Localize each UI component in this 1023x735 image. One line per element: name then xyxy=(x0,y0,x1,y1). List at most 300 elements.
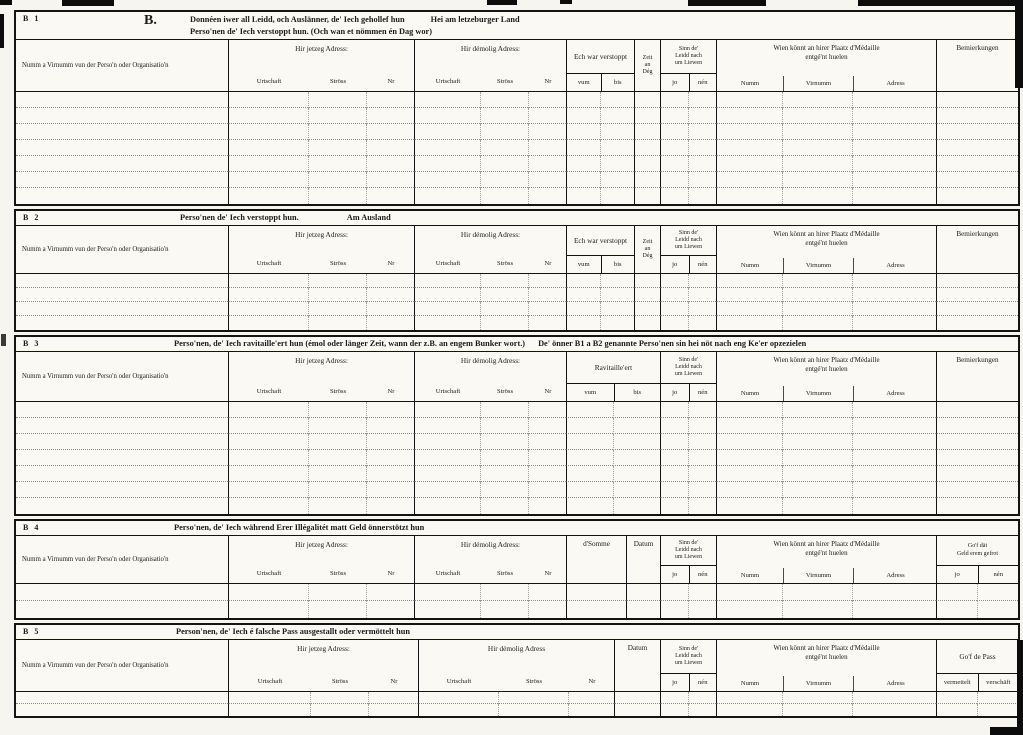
table-cell xyxy=(528,302,566,316)
table-cell xyxy=(368,692,418,704)
table-cell xyxy=(528,482,566,498)
col-header-current-address: Hir jetzeg Adress: Urtschaft Ströss Nr xyxy=(228,352,414,401)
table-cell xyxy=(660,434,688,450)
table-cell xyxy=(16,450,228,466)
table-cell xyxy=(660,140,688,156)
table-cell xyxy=(936,288,1018,302)
col-header-name: Numm a Virnumm vun der Perso'n oder Organisatio'n xyxy=(22,246,169,253)
scan-artifact xyxy=(990,727,1023,735)
table-cell xyxy=(782,402,852,418)
sub-label-nen: nén xyxy=(689,384,717,401)
group-label: Sinn de' Leidd nach um Liewen xyxy=(661,40,716,74)
table-cell xyxy=(782,482,852,498)
group-label: Wien könnt an hirer Plaatz d'Médaille entgé'nt huelen xyxy=(773,44,880,62)
table-cell xyxy=(660,302,688,316)
table-cell xyxy=(16,172,228,188)
table-cell xyxy=(414,274,480,288)
b1-column-headers xyxy=(16,40,1018,92)
table-cell xyxy=(16,434,228,450)
table-cell xyxy=(228,482,308,498)
section-b2-title-band xyxy=(16,211,1018,226)
title-line-1: Perso'nen, de' Iech ravitaille'ert hun (émol oder länger Zeit, wann der z.B. an engem Bunker wort.) xyxy=(174,339,526,348)
sub-label-virnumm: Virnumm xyxy=(783,258,853,273)
b4-column-headers xyxy=(16,536,1018,584)
table-cell xyxy=(782,188,852,204)
table-cell xyxy=(480,498,528,514)
table-cell xyxy=(366,156,414,172)
sub-label-bis: bis xyxy=(601,256,635,273)
table-cell xyxy=(936,140,1018,156)
sub-label-stross: Ströss xyxy=(329,569,347,577)
table-cell xyxy=(716,450,782,466)
table-cell xyxy=(634,172,660,188)
table-cell xyxy=(308,584,366,601)
sub-label-stross: Ströss xyxy=(331,677,349,685)
table-cell xyxy=(528,92,566,108)
table-cell xyxy=(688,124,716,140)
section-b4 xyxy=(14,519,1020,620)
sub-label-urtschaft: Urtschaft xyxy=(435,569,461,577)
section-title xyxy=(180,211,1018,222)
scan-artifact xyxy=(0,14,4,48)
table-cell xyxy=(310,704,368,716)
table-cell xyxy=(16,584,228,601)
table-cell xyxy=(228,450,308,466)
table-cell xyxy=(366,466,414,482)
col-header-former-address: Hir démolig Adress: Urtschaft Ströss Nr xyxy=(414,352,566,401)
table-cell xyxy=(852,302,936,316)
table-cell xyxy=(228,584,308,601)
table-cell xyxy=(936,704,977,716)
table-cell xyxy=(688,692,716,704)
table-cell xyxy=(308,418,366,434)
table-cell xyxy=(688,434,716,450)
sub-label-numm: Numm xyxy=(740,572,760,579)
table-cell xyxy=(308,140,366,156)
table-row xyxy=(16,466,1018,482)
title-suffix: Hei am letzeburger Land xyxy=(430,15,520,24)
table-cell xyxy=(566,584,626,601)
form-section-b xyxy=(14,10,1020,721)
table-cell xyxy=(480,434,528,450)
table-cell xyxy=(688,584,716,601)
scan-artifact xyxy=(858,0,1023,6)
table-cell xyxy=(566,302,600,316)
table-cell xyxy=(366,601,414,618)
table-cell xyxy=(228,434,308,450)
table-cell xyxy=(852,434,936,450)
table-cell xyxy=(418,692,498,704)
b1-table-body xyxy=(16,92,1018,204)
table-cell xyxy=(936,692,977,704)
table-cell xyxy=(566,124,600,140)
table-cell xyxy=(852,692,936,704)
table-cell xyxy=(600,188,634,204)
table-row xyxy=(16,92,1018,108)
table-cell xyxy=(613,434,660,450)
col-header-duration-days: Zeit an Dég xyxy=(634,226,660,273)
table-row xyxy=(16,316,1018,330)
table-cell xyxy=(228,692,310,704)
table-row xyxy=(16,482,1018,498)
sub-label-adress: Adress xyxy=(853,676,937,691)
table-cell xyxy=(414,108,480,124)
sub-labels xyxy=(567,74,634,91)
table-cell xyxy=(480,156,528,172)
table-cell xyxy=(688,316,716,330)
table-cell xyxy=(688,140,716,156)
table-cell xyxy=(688,92,716,108)
table-row xyxy=(16,692,1018,704)
table-row xyxy=(16,172,1018,188)
table-cell xyxy=(480,302,528,316)
table-cell xyxy=(852,704,936,716)
table-cell xyxy=(660,156,688,172)
table-cell xyxy=(782,466,852,482)
table-cell xyxy=(634,124,660,140)
table-cell xyxy=(228,156,308,172)
table-cell xyxy=(688,188,716,204)
table-cell xyxy=(782,434,852,450)
sub-label-nen: nén xyxy=(689,256,717,273)
section-title xyxy=(176,625,1018,636)
table-cell xyxy=(688,302,716,316)
sub-label-virnumm: Virnumm xyxy=(783,386,853,401)
table-cell xyxy=(936,434,1018,450)
b2-table-body xyxy=(16,274,1018,330)
col-header-former-address: Hir démolig Adress Urtschaft Ströss Nr xyxy=(418,640,614,691)
table-row xyxy=(16,434,1018,450)
sub-label-urtschaft: Urtschaft xyxy=(256,569,282,577)
b4-table-body xyxy=(16,584,1018,618)
col-header-pass-provided: Go'f de Pass vermettelt verschäft xyxy=(936,640,1018,691)
sub-labels xyxy=(717,76,936,91)
table-row xyxy=(16,498,1018,514)
table-cell xyxy=(308,302,366,316)
table-cell xyxy=(660,188,688,204)
table-cell xyxy=(414,188,480,204)
table-cell xyxy=(614,692,660,704)
table-cell xyxy=(716,140,782,156)
sub-label-numm: Numm xyxy=(740,680,760,687)
table-cell xyxy=(716,92,782,108)
section-id: B 5 xyxy=(23,627,41,636)
table-cell xyxy=(660,450,688,466)
sub-label-nen: nén xyxy=(689,566,717,583)
sub-labels xyxy=(229,71,414,91)
table-cell xyxy=(936,108,1018,124)
table-cell xyxy=(480,402,528,418)
table-cell xyxy=(480,188,528,204)
table-cell xyxy=(228,188,308,204)
table-cell xyxy=(716,418,782,434)
table-cell xyxy=(936,482,1018,498)
table-cell xyxy=(480,124,528,140)
table-cell xyxy=(566,274,600,288)
table-cell xyxy=(716,316,782,330)
table-cell xyxy=(498,704,568,716)
table-row xyxy=(16,704,1018,716)
table-cell xyxy=(716,188,782,204)
table-cell xyxy=(308,124,366,140)
table-cell xyxy=(688,108,716,124)
sub-label-nr: Nr xyxy=(544,259,552,267)
table-cell xyxy=(414,316,480,330)
table-cell xyxy=(977,692,1018,704)
table-cell xyxy=(852,188,936,204)
table-cell xyxy=(936,418,1018,434)
col-header-remarks: Bemierkungen xyxy=(936,352,1018,401)
col-header-still-alive: Sinn de' Leidd nach um Liewen jo nén xyxy=(660,536,716,583)
scan-artifact xyxy=(1017,640,1023,735)
table-row xyxy=(16,450,1018,466)
table-cell xyxy=(634,288,660,302)
sub-label-nr: Nr xyxy=(390,677,398,685)
col-header-name: Numm a Virnumm vun der Perso'n oder Organisatio'n xyxy=(22,556,169,563)
table-cell xyxy=(936,156,1018,172)
table-cell xyxy=(566,156,600,172)
table-cell xyxy=(613,402,660,418)
sub-label-nr: Nr xyxy=(387,387,395,395)
table-cell xyxy=(716,302,782,316)
title-suffix: Am Ausland xyxy=(346,213,391,222)
section-b1-title-band xyxy=(16,12,1018,40)
table-cell xyxy=(308,274,366,288)
table-cell xyxy=(600,172,634,188)
section-id: B 2 xyxy=(23,213,41,222)
table-row xyxy=(16,156,1018,172)
table-cell xyxy=(368,704,418,716)
col-header-still-alive xyxy=(660,40,716,91)
sub-label-verschaft: verschäft xyxy=(978,674,1019,691)
table-cell xyxy=(634,92,660,108)
table-cell xyxy=(634,156,660,172)
table-cell xyxy=(16,92,228,108)
table-cell xyxy=(782,450,852,466)
col-header-name: Numm a Virnumm vun der Perso'n oder Organisatio'n xyxy=(22,662,169,669)
section-b2 xyxy=(14,209,1020,332)
title-line-1: Perso'nen, de' Iech während Erer Illégalitét matt Geld önnerstötzt hun xyxy=(174,523,425,532)
group-label: Hir démolig Adress: xyxy=(460,44,521,53)
table-cell xyxy=(566,316,600,330)
title-line-1: Person'nen, de' Iech é falsche Pass ausgestallt oder vermöttelt hun xyxy=(176,627,410,636)
table-cell xyxy=(16,188,228,204)
sub-label-nr: Nr xyxy=(387,259,395,267)
table-cell xyxy=(228,466,308,482)
table-cell xyxy=(782,124,852,140)
table-cell xyxy=(634,188,660,204)
sub-label-stross: Ströss xyxy=(329,387,347,395)
section-b5-title-band xyxy=(16,625,1018,640)
sub-label-vum: vum xyxy=(577,79,590,86)
table-cell xyxy=(308,108,366,124)
table-cell xyxy=(16,274,228,288)
table-cell xyxy=(688,156,716,172)
table-cell xyxy=(660,92,688,108)
table-cell xyxy=(634,108,660,124)
table-cell xyxy=(716,692,782,704)
table-cell xyxy=(228,498,308,514)
table-cell xyxy=(634,274,660,288)
table-cell xyxy=(308,172,366,188)
table-cell xyxy=(660,466,688,482)
table-cell xyxy=(852,316,936,330)
table-cell xyxy=(782,92,852,108)
table-cell xyxy=(852,124,936,140)
table-cell xyxy=(716,402,782,418)
table-cell xyxy=(566,601,626,618)
table-cell xyxy=(936,498,1018,514)
table-cell xyxy=(16,498,228,514)
table-cell xyxy=(634,316,660,330)
table-cell xyxy=(414,466,480,482)
table-cell xyxy=(782,288,852,302)
sub-label-stross: Ströss xyxy=(525,677,543,685)
sub-label-vum: vum xyxy=(577,261,590,268)
table-cell xyxy=(308,156,366,172)
table-cell xyxy=(852,402,936,418)
scan-artifact xyxy=(62,0,114,6)
table-cell xyxy=(480,450,528,466)
sub-label-urtschaft: Urtschaft xyxy=(257,677,283,685)
table-cell xyxy=(688,402,716,418)
col-header-amount: d'Somme xyxy=(566,536,626,583)
col-header-money-asked-back: Go'f dät Geld erem gefrot jo nén xyxy=(936,536,1018,583)
table-cell xyxy=(414,156,480,172)
col-header-date: Datum xyxy=(614,640,660,691)
scan-artifact xyxy=(0,0,12,5)
table-cell xyxy=(852,418,936,434)
table-cell xyxy=(414,584,480,601)
table-cell xyxy=(660,288,688,302)
table-cell xyxy=(228,274,308,288)
col-header-still-alive: Sinn de' Leidd nach um Liewen jo nén xyxy=(660,640,716,691)
table-cell xyxy=(936,450,1018,466)
sub-label-nen: nén xyxy=(689,74,717,91)
table-cell xyxy=(16,288,228,302)
table-cell xyxy=(414,124,480,140)
table-cell xyxy=(688,601,716,618)
table-cell xyxy=(600,316,634,330)
col-header-still-alive: Sinn de' Leidd nach um Liewen jo nén xyxy=(660,352,716,401)
scan-artifact xyxy=(560,0,572,4)
sub-label-urtschaft: Urtschaft xyxy=(435,259,461,267)
sub-label-vum: vum xyxy=(584,389,597,396)
table-cell xyxy=(366,288,414,302)
table-cell xyxy=(228,140,308,156)
table-cell xyxy=(852,601,936,618)
table-cell xyxy=(366,92,414,108)
table-cell xyxy=(16,704,228,716)
table-cell xyxy=(716,288,782,302)
table-cell xyxy=(782,704,852,716)
table-cell xyxy=(308,316,366,330)
sub-label-urtschaft: Urtschaft xyxy=(435,387,461,395)
table-row xyxy=(16,274,1018,288)
sub-label-jo: jo xyxy=(672,389,678,396)
sub-label-urtschaft: Urtschaft xyxy=(256,259,282,267)
section-b3 xyxy=(14,335,1020,516)
table-cell xyxy=(366,188,414,204)
table-cell xyxy=(936,274,1018,288)
table-cell xyxy=(634,140,660,156)
sub-label-nr: Nr xyxy=(387,77,395,85)
table-cell xyxy=(480,172,528,188)
table-cell xyxy=(16,466,228,482)
table-cell xyxy=(782,274,852,288)
b5-table-body xyxy=(16,692,1018,716)
col-header-former-address: Hir démolig Adress: Urtschaft Ströss Nr xyxy=(414,226,566,273)
sub-label-urtschaft: Urtschaft xyxy=(446,677,472,685)
table-cell xyxy=(613,482,660,498)
col-header-duration-days: Zeit an Dég xyxy=(634,40,660,91)
table-cell xyxy=(716,704,782,716)
sub-label-urtschaft: Urtschaft xyxy=(256,387,282,395)
table-cell xyxy=(366,274,414,288)
sub-label-adress: Adress xyxy=(853,76,937,91)
col-header-remarks: Bemierkungen xyxy=(936,226,1018,273)
sub-label-jo: jo xyxy=(672,679,678,686)
col-header-current-address xyxy=(228,40,414,91)
table-cell xyxy=(716,108,782,124)
table-cell xyxy=(16,601,228,618)
col-header-former-address xyxy=(414,40,566,91)
table-cell xyxy=(366,434,414,450)
table-cell xyxy=(936,601,977,618)
table-cell xyxy=(308,188,366,204)
table-cell xyxy=(613,450,660,466)
sub-label-stross: Ströss xyxy=(496,77,514,85)
table-cell xyxy=(852,482,936,498)
section-title xyxy=(190,12,1018,37)
table-cell xyxy=(498,692,568,704)
col-header-medal-recipient: Wien könnt an hirer Plaatz d'Médaille entgé'nt huelen Numm Virnumm Adress xyxy=(716,640,936,691)
sub-label-nr: Nr xyxy=(387,569,395,577)
table-cell xyxy=(852,466,936,482)
b3-column-headers xyxy=(16,352,1018,402)
table-cell xyxy=(716,156,782,172)
table-cell xyxy=(600,156,634,172)
sub-label-nr: Nr xyxy=(544,387,552,395)
col-header-medal-recipient: Wien könnt an hirer Plaatz d'Médaille entgé'nt huelen Numm Virnumm Adress xyxy=(716,226,936,273)
table-cell xyxy=(936,188,1018,204)
col-header-medal-recipient: Wien könnt an hirer Plaatz d'Médaille entgé'nt huelen Numm Virnumm Adress xyxy=(716,536,936,583)
table-cell xyxy=(852,274,936,288)
table-cell xyxy=(528,124,566,140)
table-cell xyxy=(566,188,600,204)
table-cell xyxy=(782,418,852,434)
table-cell xyxy=(480,140,528,156)
table-cell xyxy=(480,601,528,618)
table-cell xyxy=(977,601,1018,618)
group-label: Ech war verstoppt xyxy=(567,40,634,74)
table-cell xyxy=(528,584,566,601)
table-cell xyxy=(366,172,414,188)
table-cell xyxy=(852,584,936,601)
scan-artifact xyxy=(487,0,517,5)
sub-label-urtschaft: Urtschaft xyxy=(256,77,282,85)
table-cell xyxy=(528,466,566,482)
section-id: B 1 xyxy=(23,14,41,23)
sub-label-jo: jo xyxy=(672,261,678,268)
table-cell xyxy=(936,172,1018,188)
sub-label-jo: jo xyxy=(954,571,960,578)
table-cell xyxy=(528,274,566,288)
sub-label-adress: Adress xyxy=(853,386,937,401)
col-header-current-address: Hir jetzeg Adress: Urtschaft Ströss Nr xyxy=(228,226,414,273)
table-cell xyxy=(528,140,566,156)
table-cell xyxy=(414,172,480,188)
